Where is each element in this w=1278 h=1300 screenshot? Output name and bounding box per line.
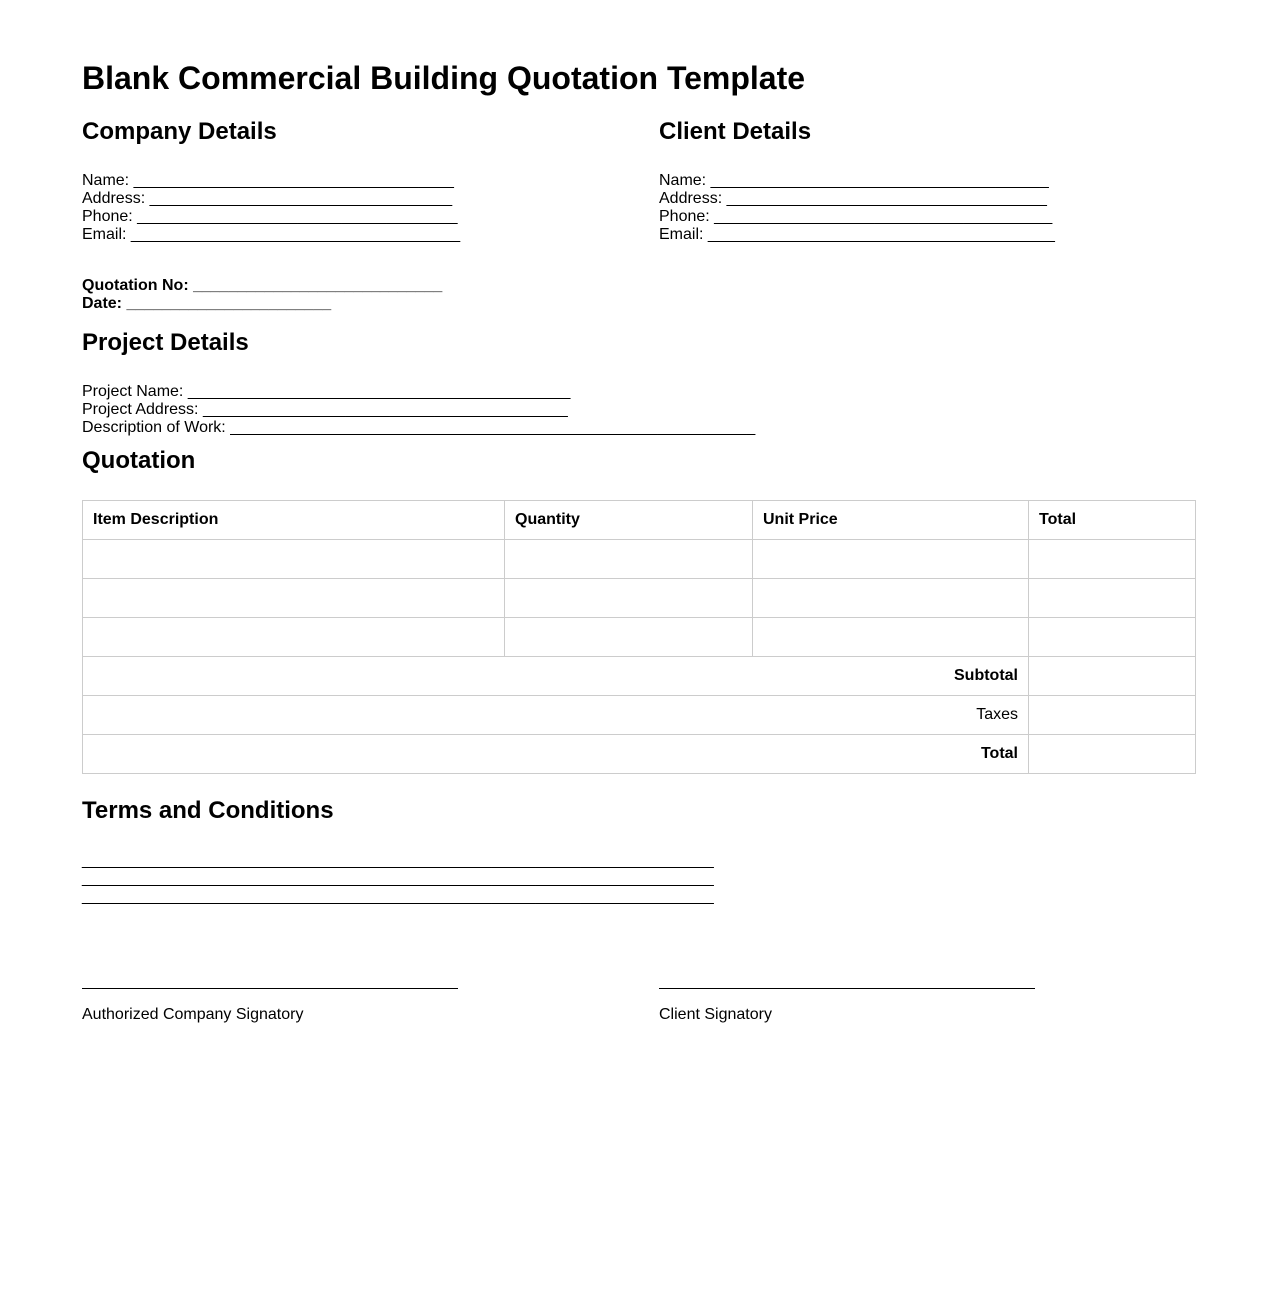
field-blank[interactable]: _______________________________________ xyxy=(707,226,1055,243)
quotation-table xyxy=(82,500,1196,774)
quantity-cell[interactable] xyxy=(505,540,753,579)
total-cell[interactable] xyxy=(1029,579,1196,618)
company-details-section xyxy=(82,117,460,244)
client-details-section xyxy=(659,117,1055,244)
quotation-meta xyxy=(82,277,442,313)
field-blank[interactable]: ____________________________________ xyxy=(726,190,1047,207)
field-label: Address: xyxy=(82,190,150,207)
item-description-cell[interactable] xyxy=(83,579,505,618)
field-label: Project Name: xyxy=(82,383,188,400)
project-address-field[interactable] xyxy=(82,401,755,419)
quotation-number-field[interactable] xyxy=(82,277,442,295)
page-title: Blank Commercial Building Quotation Template xyxy=(82,60,806,96)
total-cell[interactable] xyxy=(1029,618,1196,657)
unit-price-cell[interactable] xyxy=(753,540,1029,579)
field-label: Email: xyxy=(659,226,708,243)
item-description-cell[interactable] xyxy=(83,540,505,579)
field-blank[interactable]: _____________________________________ xyxy=(130,226,461,243)
client-signatory-label: Client Signatory xyxy=(659,1006,772,1023)
field-blank[interactable]: ___________________________________________________________ xyxy=(230,419,756,436)
grand-total-label: Total xyxy=(83,735,1029,774)
client-email-field[interactable] xyxy=(659,226,1055,244)
company-name-field[interactable] xyxy=(82,172,460,190)
subtotal-value-cell[interactable] xyxy=(1029,657,1196,696)
quotation-heading: Quotation xyxy=(82,447,196,474)
field-blank[interactable]: _________________________________________ xyxy=(202,401,568,418)
unit-price-cell[interactable] xyxy=(753,579,1029,618)
unit-price-cell[interactable] xyxy=(753,618,1029,657)
description-of-work-field[interactable] xyxy=(82,419,755,437)
field-label: Name: xyxy=(82,172,134,189)
table-row xyxy=(83,579,1196,618)
client-signature-block xyxy=(659,970,1035,1024)
taxes-value-cell[interactable] xyxy=(1029,696,1196,735)
client-signature-line[interactable] xyxy=(659,970,1035,989)
field-label: Name: xyxy=(659,172,711,189)
subtotal-label: Subtotal xyxy=(83,657,1029,696)
field-blank[interactable]: ____________________________ xyxy=(193,277,443,294)
column-header-total: Total xyxy=(1029,501,1196,540)
item-description-cell[interactable] xyxy=(83,618,505,657)
field-blank[interactable]: ______________________________________ xyxy=(714,208,1053,225)
grand-total-value-cell[interactable] xyxy=(1029,735,1196,774)
column-header-item-description: Item Description xyxy=(83,501,505,540)
company-address-field[interactable] xyxy=(82,190,460,208)
client-phone-field[interactable] xyxy=(659,208,1055,226)
field-label: Project Address: xyxy=(82,401,203,418)
client-address-field[interactable] xyxy=(659,190,1055,208)
field-label: Phone: xyxy=(659,208,715,225)
company-phone-field[interactable] xyxy=(82,208,460,226)
terms-line[interactable]: _______________________________________________________________________ xyxy=(82,888,714,905)
table-header-row xyxy=(83,501,1196,540)
field-label: Date: xyxy=(82,295,127,312)
field-blank[interactable]: ____________________________________ xyxy=(133,172,454,189)
terms-section xyxy=(82,796,714,906)
column-header-unit-price: Unit Price xyxy=(753,501,1029,540)
field-blank[interactable]: ______________________________________ xyxy=(710,172,1049,189)
quantity-cell[interactable] xyxy=(505,618,753,657)
quantity-cell[interactable] xyxy=(505,579,753,618)
subtotal-row xyxy=(83,657,1196,696)
company-email-field[interactable] xyxy=(82,226,460,244)
date-field[interactable] xyxy=(82,295,442,313)
client-name-field[interactable] xyxy=(659,172,1055,190)
field-label: Quotation No: xyxy=(82,277,194,294)
table-row xyxy=(83,618,1196,657)
client-details-heading: Client Details xyxy=(659,118,812,145)
project-name-field[interactable] xyxy=(82,383,755,401)
company-details-heading: Company Details xyxy=(82,118,277,145)
project-details-heading: Project Details xyxy=(82,329,249,356)
table-row xyxy=(83,540,1196,579)
field-label: Email: xyxy=(82,226,131,243)
company-signature-line[interactable] xyxy=(82,970,458,989)
grand-total-row xyxy=(83,735,1196,774)
taxes-row xyxy=(83,696,1196,735)
field-label: Phone: xyxy=(82,208,138,225)
field-label: Address: xyxy=(659,190,727,207)
field-label: Description of Work: xyxy=(82,419,231,436)
terms-heading: Terms and Conditions xyxy=(82,797,334,824)
field-blank[interactable]: _______________________ xyxy=(126,295,332,312)
total-cell[interactable] xyxy=(1029,540,1196,579)
company-signatory-label: Authorized Company Signatory xyxy=(82,1006,304,1023)
column-header-quantity: Quantity xyxy=(505,501,753,540)
terms-line[interactable]: _______________________________________________________________________ xyxy=(82,852,714,869)
terms-line[interactable]: _______________________________________________________________________ xyxy=(82,870,714,887)
field-blank[interactable]: ____________________________________ xyxy=(137,208,458,225)
field-blank[interactable]: ___________________________________________ xyxy=(187,383,571,400)
company-signature-block xyxy=(82,970,458,1024)
taxes-label: Taxes xyxy=(83,696,1029,735)
project-details-section xyxy=(82,328,755,437)
field-blank[interactable]: __________________________________ xyxy=(149,190,453,207)
